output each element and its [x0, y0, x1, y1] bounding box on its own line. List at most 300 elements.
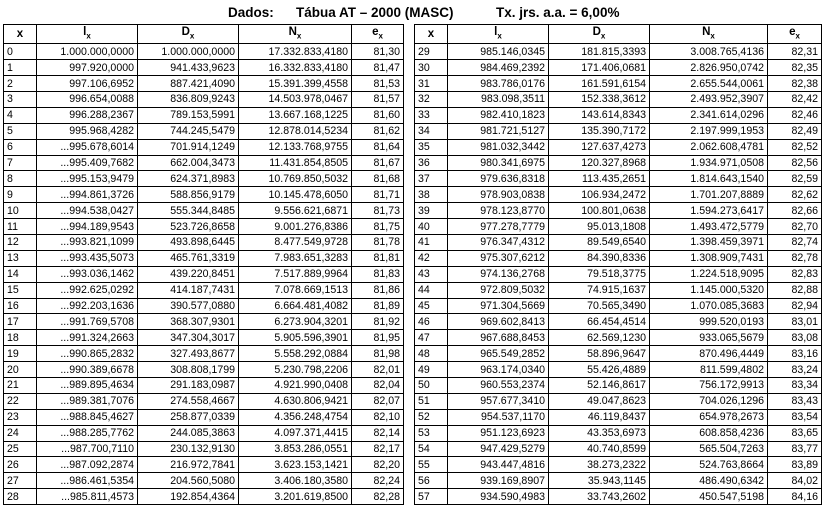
table-row [415, 155, 822, 171]
table-row [415, 425, 822, 441]
cell-dx: 258.877,0339 [138, 409, 239, 425]
cell-ex: 82,07 [352, 393, 404, 409]
cell-ex: 83,77 [768, 441, 822, 457]
cell-ex: 82,66 [768, 203, 822, 219]
cell-x: 43 [415, 266, 448, 282]
cell-x: 26 [4, 457, 37, 473]
table-row [4, 441, 404, 457]
header-ex: $e_x$ [352, 25, 404, 44]
table-row [4, 266, 404, 282]
cell-lx: ...991.324,2663 [37, 330, 138, 346]
cell-ex: 84,16 [768, 489, 822, 505]
cell-x: 11 [4, 219, 37, 235]
cell-dx: 204.560,5080 [138, 473, 239, 489]
cell-x: 38 [415, 187, 448, 203]
cell-dx: 40.740,8599 [549, 441, 650, 457]
header-dx: $D_x$ [549, 25, 650, 44]
table-row [4, 171, 404, 187]
table-row [415, 107, 822, 123]
header-nx: $N_x$ [239, 25, 352, 44]
cell-dx: 588.856,9179 [138, 187, 239, 203]
cell-nx: 16.332.833,4180 [239, 60, 352, 76]
cell-nx: 608.858,4236 [650, 425, 768, 441]
cell-dx: 33.743,2602 [549, 489, 650, 505]
cell-lx: 934.590,4983 [448, 489, 549, 505]
cell-lx: 943.447,4816 [448, 457, 549, 473]
cell-dx: 347.304,3017 [138, 330, 239, 346]
cell-x: 36 [415, 155, 448, 171]
actuarial-table-left [3, 24, 404, 505]
table-row [415, 409, 822, 425]
cell-ex: 81,89 [352, 298, 404, 314]
cell-dx: 662.004,3473 [138, 155, 239, 171]
cell-lx: ...993.821,1099 [37, 234, 138, 250]
cell-x: 3 [4, 91, 37, 107]
cell-nx: 704.026,1296 [650, 393, 768, 409]
cell-nx: 3.853.286,0551 [239, 441, 352, 457]
cell-x: 18 [4, 330, 37, 346]
table-row [415, 44, 822, 60]
cell-lx: 995.968,4282 [37, 123, 138, 139]
cell-dx: 390.577,0880 [138, 298, 239, 314]
cell-x: 31 [415, 76, 448, 92]
cell-dx: 127.637,4273 [549, 139, 650, 155]
cell-ex: 82,62 [768, 187, 822, 203]
cell-x: 15 [4, 282, 37, 298]
cell-x: 32 [415, 91, 448, 107]
cell-dx: 38.273,2322 [549, 457, 650, 473]
cell-nx: 7.078.669,1513 [239, 282, 352, 298]
cell-dx: 789.153,5991 [138, 107, 239, 123]
table-row [415, 473, 822, 489]
table-row [4, 250, 404, 266]
cell-lx: ...993.435,5073 [37, 250, 138, 266]
cell-ex: 82,52 [768, 139, 822, 155]
cell-nx: 654.978,2673 [650, 409, 768, 425]
cell-dx: 555.344,8485 [138, 203, 239, 219]
cell-ex: 82,31 [768, 44, 822, 60]
cell-nx: 9.001.276,8386 [239, 219, 352, 235]
cell-dx: 43.353,6973 [549, 425, 650, 441]
cell-ex: 83,16 [768, 346, 822, 362]
cell-x: 54 [415, 441, 448, 457]
table-row [415, 123, 822, 139]
table-row [4, 219, 404, 235]
header-dx: $D_x$ [138, 25, 239, 44]
cell-ex: 82,04 [352, 378, 404, 394]
table-row [415, 346, 822, 362]
cell-lx: ...988.285,7762 [37, 425, 138, 441]
cell-x: 44 [415, 282, 448, 298]
cell-nx: 3.008.765,4136 [650, 44, 768, 60]
title-taxa: Tx. jrs. a.a. = 6,00% [496, 5, 620, 20]
header-row [415, 25, 822, 44]
cell-ex: 81,83 [352, 266, 404, 282]
cell-x: 51 [415, 393, 448, 409]
cell-dx: 84.390,8336 [549, 250, 650, 266]
cell-x: 21 [4, 378, 37, 394]
cell-nx: 3.406.180,3580 [239, 473, 352, 489]
cell-ex: 81,53 [352, 76, 404, 92]
cell-dx: 744.245,5479 [138, 123, 239, 139]
cell-x: 41 [415, 234, 448, 250]
cell-nx: 2.197.999,1953 [650, 123, 768, 139]
cell-lx: 984.469,2392 [448, 60, 549, 76]
cell-dx: 113.435,2651 [549, 171, 650, 187]
cell-ex: 81,98 [352, 346, 404, 362]
table-row [4, 489, 404, 505]
cell-nx: 1.814.643,1540 [650, 171, 768, 187]
table-row [415, 139, 822, 155]
cell-nx: 524.763,8664 [650, 457, 768, 473]
cell-ex: 82,78 [768, 250, 822, 266]
cell-x: 14 [4, 266, 37, 282]
cell-nx: 811.599,4802 [650, 362, 768, 378]
cell-dx: 46.119,8437 [549, 409, 650, 425]
cell-ex: 81,62 [352, 123, 404, 139]
cell-lx: 963.174,0340 [448, 362, 549, 378]
cell-dx: 308.808,1799 [138, 362, 239, 378]
cell-nx: 7.517.889,9964 [239, 266, 352, 282]
cell-ex: 81,92 [352, 314, 404, 330]
cell-x: 55 [415, 457, 448, 473]
cell-nx: 5.558.292,0884 [239, 346, 352, 362]
cell-ex: 83,54 [768, 409, 822, 425]
cell-ex: 82,42 [768, 91, 822, 107]
cell-ex: 81,30 [352, 44, 404, 60]
cell-nx: 1.308.909,7431 [650, 250, 768, 266]
cell-lx: 947.429,5279 [448, 441, 549, 457]
cell-dx: 70.565,3490 [549, 298, 650, 314]
cell-ex: 82,10 [352, 409, 404, 425]
cell-lx: 977.278,7779 [448, 219, 549, 235]
cell-x: 2 [4, 76, 37, 92]
table-row [4, 378, 404, 394]
cell-lx: 979.636,8318 [448, 171, 549, 187]
table-row [415, 91, 822, 107]
cell-nx: 450.547,5198 [650, 489, 768, 505]
cell-nx: 2.655.544,0061 [650, 76, 768, 92]
cell-dx: 135.390,7172 [549, 123, 650, 139]
cell-lx: 939.169,8907 [448, 473, 549, 489]
table-row [415, 393, 822, 409]
cell-x: 46 [415, 314, 448, 330]
cell-lx: 997.920,0000 [37, 60, 138, 76]
table-row [4, 362, 404, 378]
cell-lx: 997.106,6952 [37, 76, 138, 92]
table-row [4, 187, 404, 203]
cell-x: 17 [4, 314, 37, 330]
cell-nx: 13.667.168,1225 [239, 107, 352, 123]
header-lx: $l_x$ [37, 25, 138, 44]
cell-lx: 1.000.000,0000 [37, 44, 138, 60]
cell-nx: 11.431.854,8505 [239, 155, 352, 171]
table-row [4, 91, 404, 107]
cell-ex: 81,95 [352, 330, 404, 346]
cell-nx: 2.493.952,3907 [650, 91, 768, 107]
cell-nx: 999.520,0193 [650, 314, 768, 330]
table-title [0, 5, 824, 25]
cell-dx: 49.047,8623 [549, 393, 650, 409]
cell-dx: 161.591,6154 [549, 76, 650, 92]
cell-dx: 58.896,9647 [549, 346, 650, 362]
cell-dx: 79.518,3775 [549, 266, 650, 282]
cell-x: 37 [415, 171, 448, 187]
cell-x: 52 [415, 409, 448, 425]
cell-ex: 83,65 [768, 425, 822, 441]
cell-ex: 83,24 [768, 362, 822, 378]
cell-nx: 5.230.798,2206 [239, 362, 352, 378]
cell-x: 13 [4, 250, 37, 266]
cell-nx: 4.356.248,4754 [239, 409, 352, 425]
cell-nx: 4.097.371,4415 [239, 425, 352, 441]
cell-dx: 66.454,4514 [549, 314, 650, 330]
cell-dx: 62.569,1230 [549, 330, 650, 346]
table-row [415, 457, 822, 473]
cell-dx: 493.898,6445 [138, 234, 239, 250]
cell-nx: 1.070.085,3683 [650, 298, 768, 314]
table-row [415, 234, 822, 250]
table-row [4, 203, 404, 219]
cell-lx: 972.809,5032 [448, 282, 549, 298]
table-row [415, 441, 822, 457]
cell-lx: ...989.895,4634 [37, 378, 138, 394]
cell-x: 4 [4, 107, 37, 123]
cell-x: 33 [415, 107, 448, 123]
table-row [415, 362, 822, 378]
cell-ex: 82,83 [768, 266, 822, 282]
table-row [415, 219, 822, 235]
cell-ex: 82,70 [768, 219, 822, 235]
cell-ex: 82,14 [352, 425, 404, 441]
cell-lx: ...994.189,9543 [37, 219, 138, 235]
cell-ex: 81,60 [352, 107, 404, 123]
table-row [415, 187, 822, 203]
table-row [4, 425, 404, 441]
cell-dx: 95.013,1808 [549, 219, 650, 235]
cell-lx: 981.032,3442 [448, 139, 549, 155]
cell-dx: 100.801,0638 [549, 203, 650, 219]
table-row [415, 298, 822, 314]
cell-x: 48 [415, 346, 448, 362]
cell-nx: 486.490,6342 [650, 473, 768, 489]
cell-dx: 523.726,8658 [138, 219, 239, 235]
cell-x: 22 [4, 393, 37, 409]
cell-nx: 5.905.596,3901 [239, 330, 352, 346]
cell-nx: 1.224.518,9095 [650, 266, 768, 282]
table-row [4, 234, 404, 250]
cell-lx: 957.677,3410 [448, 393, 549, 409]
cell-nx: 933.065,5679 [650, 330, 768, 346]
cell-lx: ...987.700,7110 [37, 441, 138, 457]
cell-x: 30 [415, 60, 448, 76]
cell-x: 9 [4, 187, 37, 203]
cell-dx: 465.761,3319 [138, 250, 239, 266]
cell-nx: 2.826.950,0742 [650, 60, 768, 76]
actuarial-table-right [414, 24, 822, 505]
cell-lx: 969.602,8413 [448, 314, 549, 330]
cell-lx: 985.146,0345 [448, 44, 549, 60]
table-row [4, 473, 404, 489]
title-dados: Dados: [228, 5, 274, 20]
cell-dx: 414.187,7431 [138, 282, 239, 298]
header-x: x [415, 25, 448, 44]
cell-nx: 15.391.399,4558 [239, 76, 352, 92]
cell-lx: ...992.203,1636 [37, 298, 138, 314]
cell-ex: 83,01 [768, 314, 822, 330]
cell-dx: 230.132,9130 [138, 441, 239, 457]
table-row [4, 409, 404, 425]
cell-x: 8 [4, 171, 37, 187]
cell-x: 27 [4, 473, 37, 489]
cell-ex: 82,38 [768, 76, 822, 92]
cell-lx: ...991.769,5708 [37, 314, 138, 330]
cell-x: 24 [4, 425, 37, 441]
cell-lx: 996.288,2367 [37, 107, 138, 123]
cell-lx: ...987.092,2874 [37, 457, 138, 473]
title-tabua: Tábua AT – 2000 (MASC) [296, 5, 454, 20]
cell-dx: 152.338,3612 [549, 91, 650, 107]
cell-ex: 81,75 [352, 219, 404, 235]
cell-lx: 954.537,1170 [448, 409, 549, 425]
cell-lx: 974.136,2768 [448, 266, 549, 282]
cell-ex: 82,59 [768, 171, 822, 187]
cell-ex: 81,64 [352, 139, 404, 155]
cell-ex: 81,47 [352, 60, 404, 76]
cell-nx: 1.398.459,3971 [650, 234, 768, 250]
cell-nx: 2.341.614,0296 [650, 107, 768, 123]
cell-nx: 6.664.481,4082 [239, 298, 352, 314]
table-row [415, 489, 822, 505]
cell-x: 35 [415, 139, 448, 155]
table-row [415, 76, 822, 92]
cell-dx: 439.220,8451 [138, 266, 239, 282]
cell-lx: 996.654,0088 [37, 91, 138, 107]
table-row [4, 155, 404, 171]
table-row [415, 314, 822, 330]
cell-nx: 756.172,9913 [650, 378, 768, 394]
cell-nx: 1.934.971,0508 [650, 155, 768, 171]
cell-x: 47 [415, 330, 448, 346]
cell-lx: ...994.538,0427 [37, 203, 138, 219]
cell-ex: 82,49 [768, 123, 822, 139]
cell-dx: 274.558,4667 [138, 393, 239, 409]
cell-ex: 82,20 [352, 457, 404, 473]
table-row [4, 330, 404, 346]
cell-ex: 81,78 [352, 234, 404, 250]
cell-x: 53 [415, 425, 448, 441]
cell-ex: 82,46 [768, 107, 822, 123]
cell-x: 5 [4, 123, 37, 139]
cell-x: 23 [4, 409, 37, 425]
table-row [4, 314, 404, 330]
cell-x: 34 [415, 123, 448, 139]
table-row [4, 457, 404, 473]
cell-x: 39 [415, 203, 448, 219]
cell-dx: 89.549,6540 [549, 234, 650, 250]
table-row [415, 171, 822, 187]
cell-lx: 975.307,6212 [448, 250, 549, 266]
cell-nx: 4.921.990,0408 [239, 378, 352, 394]
cell-ex: 81,73 [352, 203, 404, 219]
cell-lx: ...988.845,4627 [37, 409, 138, 425]
cell-nx: 17.332.833,4180 [239, 44, 352, 60]
header-nx: $N_x$ [650, 25, 768, 44]
cell-dx: 1.000.000,0000 [138, 44, 239, 60]
cell-lx: 967.688,8453 [448, 330, 549, 346]
cell-x: 10 [4, 203, 37, 219]
cell-dx: 74.915,1637 [549, 282, 650, 298]
cell-lx: 982.410,1823 [448, 107, 549, 123]
cell-ex: 83,34 [768, 378, 822, 394]
cell-nx: 4.630.806,9421 [239, 393, 352, 409]
cell-ex: 82,88 [768, 282, 822, 298]
cell-ex: 81,81 [352, 250, 404, 266]
cell-nx: 3.623.153,1421 [239, 457, 352, 473]
table-row [415, 203, 822, 219]
cell-x: 57 [415, 489, 448, 505]
cell-nx: 12.878.014,5234 [239, 123, 352, 139]
table-row [4, 346, 404, 362]
cell-lx: 980.341,6975 [448, 155, 549, 171]
cell-nx: 3.201.619,8500 [239, 489, 352, 505]
cell-ex: 81,71 [352, 187, 404, 203]
cell-ex: 81,57 [352, 91, 404, 107]
cell-dx: 55.426,4889 [549, 362, 650, 378]
header-row [4, 25, 404, 44]
cell-lx: 978.123,8770 [448, 203, 549, 219]
table-row [415, 250, 822, 266]
cell-ex: 81,67 [352, 155, 404, 171]
cell-nx: 14.503.978,0467 [239, 91, 352, 107]
cell-x: 29 [415, 44, 448, 60]
table-row [415, 378, 822, 394]
cell-nx: 9.556.621,6871 [239, 203, 352, 219]
cell-nx: 10.769.850,5032 [239, 171, 352, 187]
cell-lx: 978.903,0838 [448, 187, 549, 203]
cell-lx: 960.553,2374 [448, 378, 549, 394]
cell-ex: 82,28 [352, 489, 404, 505]
table-row [4, 123, 404, 139]
cell-ex: 82,56 [768, 155, 822, 171]
table-row [4, 139, 404, 155]
cell-nx: 1.594.273,6417 [650, 203, 768, 219]
cell-x: 16 [4, 298, 37, 314]
cell-x: 1 [4, 60, 37, 76]
table-row [4, 282, 404, 298]
header-lx: $l_x$ [448, 25, 549, 44]
cell-lx: ...995.153,9479 [37, 171, 138, 187]
cell-ex: 82,94 [768, 298, 822, 314]
cell-dx: 887.421,4090 [138, 76, 239, 92]
cell-x: 19 [4, 346, 37, 362]
cell-lx: ...994.861,3726 [37, 187, 138, 203]
cell-dx: 35.943,1145 [549, 473, 650, 489]
cell-dx: 216.972,7841 [138, 457, 239, 473]
cell-lx: 951.123,6923 [448, 425, 549, 441]
table-row [4, 393, 404, 409]
table-row [4, 76, 404, 92]
cell-dx: 701.914,1249 [138, 139, 239, 155]
cell-ex: 83,08 [768, 330, 822, 346]
table-row [4, 44, 404, 60]
cell-lx: ...992.625,0292 [37, 282, 138, 298]
cell-dx: 171.406,0681 [549, 60, 650, 76]
cell-lx: ...995.409,7682 [37, 155, 138, 171]
cell-lx: 983.786,0176 [448, 76, 549, 92]
cell-x: 25 [4, 441, 37, 457]
header-x: x [4, 25, 37, 44]
